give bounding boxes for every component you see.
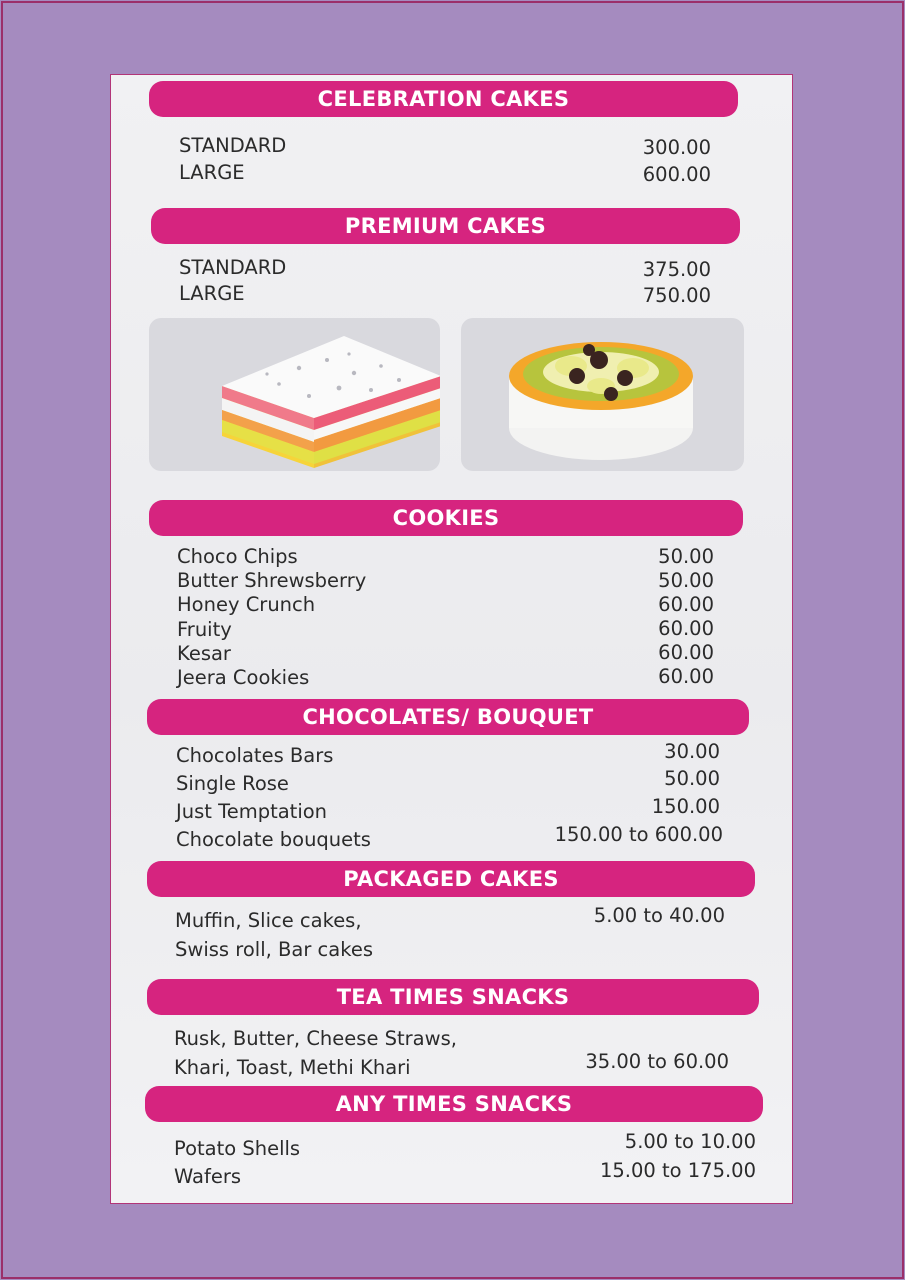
menu-item-name: Just Temptation bbox=[176, 800, 328, 823]
menu-item-price: 50.00 bbox=[658, 569, 714, 592]
menu-item-price: 5.00 to 10.00 bbox=[624, 1130, 756, 1153]
section-banner-chocolates-bouquet: CHOCOLATES/ BOUQUET bbox=[147, 699, 749, 735]
menu-item-name: Choco Chips bbox=[177, 545, 298, 568]
section-banner-premium-cakes: PREMIUM CAKES bbox=[151, 208, 740, 244]
menu-item-price: 15.00 to 175.00 bbox=[599, 1159, 756, 1182]
menu-item-price: 35.00 to 60.00 bbox=[585, 1050, 729, 1073]
rainbow-cake-illustration bbox=[149, 318, 440, 471]
section-banner-celebration-cakes: CELEBRATION CAKES bbox=[149, 81, 738, 117]
menu-item-name: Khari, Toast, Methi Khari bbox=[174, 1056, 411, 1079]
fruit-cake-illustration bbox=[461, 318, 744, 471]
section-banner-tea-times-snacks: TEA TIMES SNACKS bbox=[147, 979, 759, 1015]
menu-item-name: Jeera Cookies bbox=[177, 666, 310, 689]
menu-item-price: 60.00 bbox=[658, 665, 714, 688]
menu-item-name: STANDARD bbox=[179, 134, 287, 157]
menu-item-price: 150.00 bbox=[651, 795, 720, 818]
menu-item-name: Honey Crunch bbox=[177, 593, 316, 616]
rainbow-cake-photo bbox=[149, 318, 440, 471]
menu-item-name: LARGE bbox=[179, 282, 245, 305]
menu-item-price: 150.00 to 600.00 bbox=[554, 823, 723, 846]
menu-item-price: 750.00 bbox=[642, 284, 711, 307]
menu-item-name: Fruity bbox=[177, 618, 232, 641]
section-banner-any-times-snacks: ANY TIMES SNACKS bbox=[145, 1086, 763, 1122]
menu-item-name: Potato Shells bbox=[174, 1137, 301, 1160]
menu-item-name: LARGE bbox=[179, 161, 245, 184]
menu-item-name: Wafers bbox=[174, 1165, 242, 1188]
menu-item-price: 60.00 bbox=[658, 593, 714, 616]
menu-item-name: Rusk, Butter, Cheese Straws, bbox=[174, 1027, 457, 1050]
menu-item-price: 375.00 bbox=[642, 258, 711, 281]
menu-item-name: Kesar bbox=[177, 642, 231, 665]
menu-item-price: 600.00 bbox=[642, 163, 711, 186]
section-banner-cookies: COOKIES bbox=[149, 500, 743, 536]
menu-item-price: 50.00 bbox=[658, 545, 714, 568]
menu-item-price: 300.00 bbox=[642, 136, 711, 159]
menu-item-name: Butter Shrewsberry bbox=[177, 569, 367, 592]
menu-sheet bbox=[110, 74, 793, 1204]
menu-item-name: Chocolates Bars bbox=[176, 744, 334, 767]
section-banner-packaged-cakes: PACKAGED CAKES bbox=[147, 861, 755, 897]
fruit-cake-photo bbox=[461, 318, 744, 471]
menu-item-name: STANDARD bbox=[179, 256, 287, 279]
menu-item-price: 30.00 bbox=[664, 740, 720, 763]
menu-item-name: Single Rose bbox=[176, 772, 289, 795]
menu-item-name: Chocolate bouquets bbox=[176, 828, 371, 851]
menu-item-name: Muffin, Slice cakes, bbox=[175, 909, 362, 932]
menu-item-name: Swiss roll, Bar cakes bbox=[175, 938, 373, 961]
menu-item-price: 5.00 to 40.00 bbox=[593, 904, 725, 927]
menu-item-price: 60.00 bbox=[658, 641, 714, 664]
menu-item-price: 60.00 bbox=[658, 617, 714, 640]
menu-item-price: 50.00 bbox=[664, 767, 720, 790]
